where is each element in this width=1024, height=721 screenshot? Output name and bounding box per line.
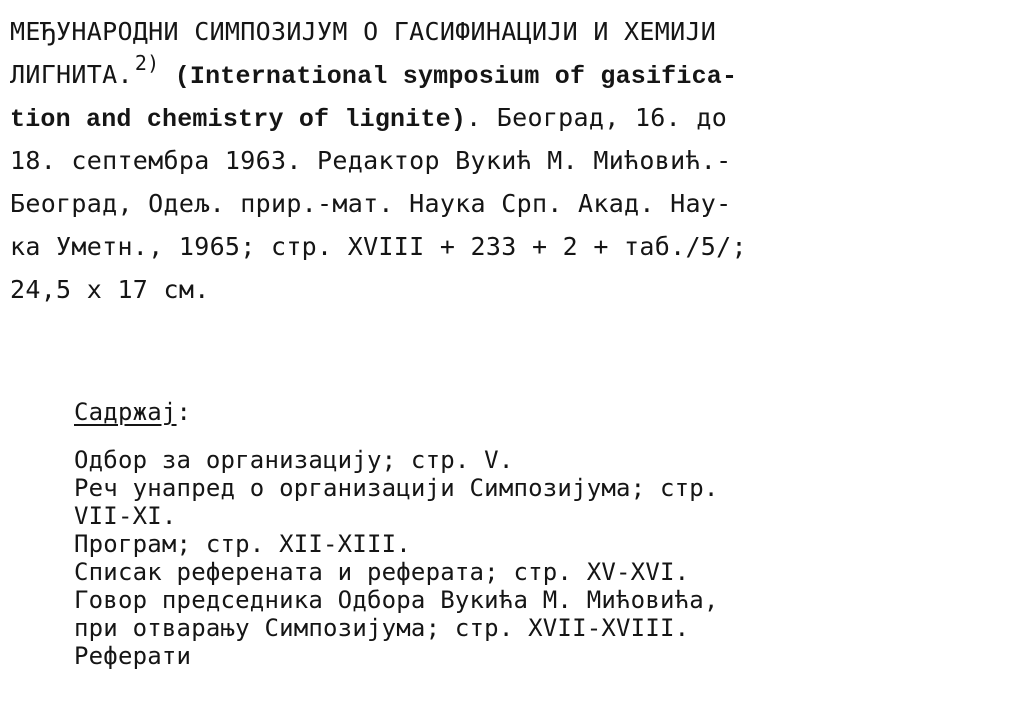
list-item: при отварању Симпозијума; стр. XVII-XVIII. <box>74 614 690 642</box>
contents-heading-row <box>74 394 1014 430</box>
entry-title-end: ЛИГНИТА. <box>10 60 133 89</box>
entry-line-1: МЕЂУНАРОДНИ СИМПОЗИЈУМ О ГАСИФИНАЦИЈИ И ХЕМИЈИ <box>10 17 717 46</box>
contents-heading: Садржај <box>74 398 177 426</box>
list-item: Програм; стр. XII-XIII. <box>74 530 411 558</box>
contents-section <box>74 394 1014 670</box>
contents-list <box>74 446 1014 670</box>
footnote-mark: 2) <box>134 51 160 75</box>
list-item: Реферати <box>74 642 192 670</box>
bibliographic-entry <box>10 10 1015 311</box>
contents-heading-colon: : <box>176 398 192 426</box>
entry-line-4: 18. септембра 1963. Редактор Вукић М. Мићовић.- <box>10 146 732 175</box>
place-date: . Београд, 16. до <box>466 103 728 132</box>
list-item: Списак референата и реферата; стр. XV-XVI. <box>74 558 690 586</box>
list-item: Говор председника Одбора Вукића М. Мићовића, <box>74 586 719 614</box>
list-item: Одбор за организацију; стр. V. <box>74 446 514 474</box>
entry-line-6: ка Уметн., 1965; стр. XVIII + 233 + 2 + таб./5/; <box>10 232 747 261</box>
list-item: Реч унапред о организацији Симпозијума; стр. <box>74 474 719 502</box>
english-title-part-1: (International symposium of gasifica- <box>159 62 738 91</box>
entry-line-3 <box>10 96 1015 139</box>
entry-line-2 <box>10 53 1015 96</box>
entry-line-5: Београд, Одељ. прир.-мат. Наука Срп. Акад. Нау- <box>10 189 732 218</box>
english-title-part-2: tion and chemistry of lignite) <box>10 105 467 134</box>
list-item: VII-XI. <box>74 502 177 530</box>
entry-line-7: 24,5 x 17 см. <box>10 275 210 304</box>
